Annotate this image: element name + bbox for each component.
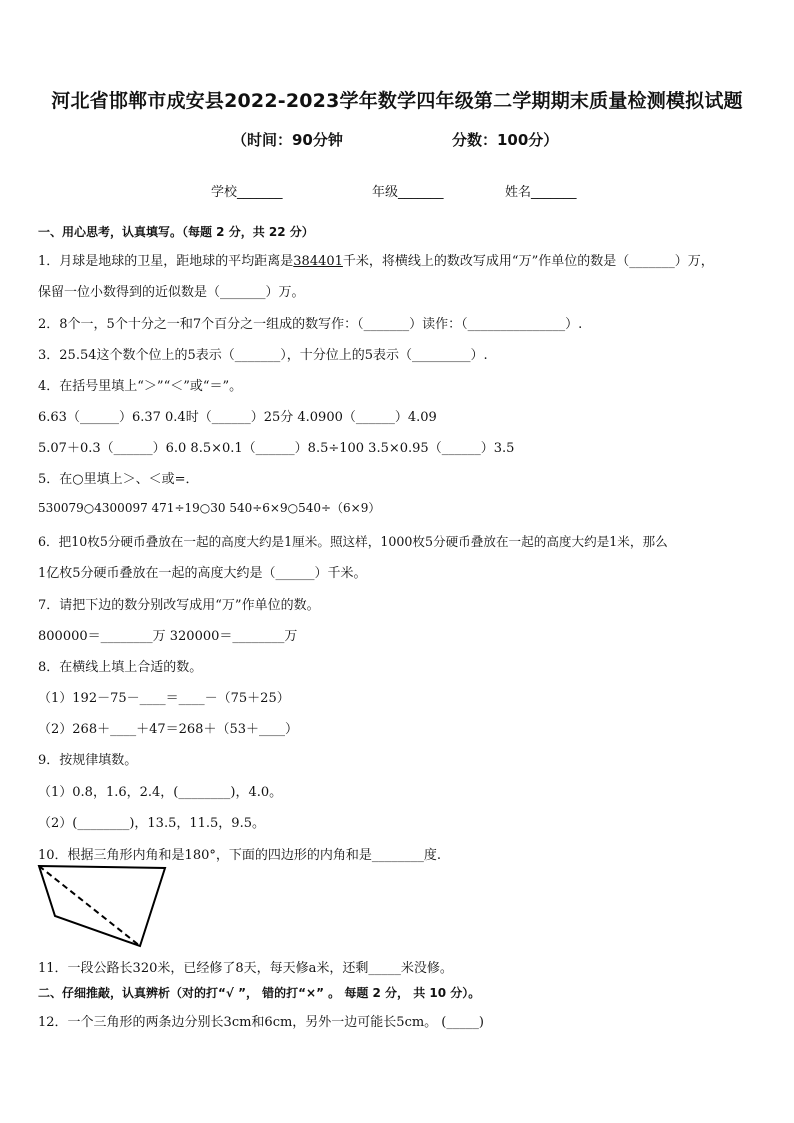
section-1-header: 一、用心思考，认真填写。（每题 2 分，共 22 分） bbox=[38, 225, 314, 239]
quadrilateral-shape bbox=[39, 866, 165, 946]
school-field: 学校_______ bbox=[211, 185, 283, 200]
time-limit: （时间：90分钟 bbox=[232, 131, 343, 149]
q1-text-after: 千米，将横线上的数改写成用“万”作单位的数是（_______）万， bbox=[342, 254, 714, 269]
section-2-header: 二、仔细推敲，认真辨析（对的打“√ ”， 错的打“×” 。 每题 2 分， 共 10 分）。 bbox=[38, 986, 481, 1000]
question-8-row-1: （1）192－75－____＝____－（75＋25） bbox=[38, 691, 290, 706]
question-5: 5．在○里填上＞、＜或=． bbox=[38, 472, 199, 487]
quadrilateral-figure bbox=[34, 862, 170, 950]
question-5-row: 530079○4300097 471÷19○30 540÷6×9○540÷（6×9） bbox=[38, 501, 381, 515]
question-9-row-1: （1）0.8，1.6，2.4，(________)，4.0。 bbox=[38, 785, 283, 800]
question-6-line-2: 1亿枚5分硬币叠放在一起的高度大约是（______）千米。 bbox=[38, 566, 367, 581]
name-field: 姓名_______ bbox=[505, 185, 577, 200]
question-11: 11．一段公路长320米，已经修了8天，每天修a米，还剩_____米没修。 bbox=[38, 961, 453, 976]
exam-title: 河北省邯郸市成安县2022-2023学年数学四年级第二学期期末质量检测模拟试题 bbox=[51, 90, 743, 112]
question-8-row-2: （2）268＋____＋47＝268＋（53＋____） bbox=[38, 722, 298, 737]
question-1-line-2: 保留一位小数得到的近似数是（_______）万。 bbox=[38, 285, 305, 300]
question-4: 4．在括号里填上“＞”“＜”或“＝”。 bbox=[38, 379, 243, 394]
question-2: 2．8个一，5个十分之一和7个百分之一组成的数写作：（_______）读作：（_______________）. bbox=[38, 317, 583, 332]
question-9-row-2: （2）(________)，13.5，11.5，9.5。 bbox=[38, 816, 265, 831]
total-score: 分数：100分） bbox=[452, 131, 559, 149]
question-4-row-1: 6.63（______）6.37 0.4时（______）25分 4.0900（______）4.09 bbox=[38, 410, 437, 425]
question-8: 8．在横线上填上合适的数。 bbox=[38, 660, 203, 675]
dashed-diagonal bbox=[39, 866, 140, 946]
question-7-row: 800000＝________万 320000＝________万 bbox=[38, 629, 298, 644]
exam-subtitle bbox=[0, 129, 794, 151]
question-12: 12．一个三角形的两条边分别长3cm和6cm，另外一边可能长5cm。 (_____) bbox=[38, 1015, 484, 1030]
question-1-line-1 bbox=[38, 250, 714, 269]
question-9: 9．按规律填数。 bbox=[38, 753, 138, 768]
q1-text-before: 1．月球是地球的卫星，距地球的平均距离是 bbox=[38, 254, 294, 269]
question-10: 10．根据三角形内角和是180°，下面的四边形的内角和是________度. bbox=[38, 848, 441, 863]
grade-field: 年级_______ bbox=[372, 185, 444, 200]
question-6-line-1: 6．把10枚5分硬币叠放在一起的高度大约是1厘米。照这样，1000枚5分硬币叠放在一起的高度大约是1米，那么 bbox=[38, 534, 668, 549]
question-7: 7．请把下边的数分别改写成用“万”作单位的数。 bbox=[38, 598, 320, 613]
q1-underlined-number: 384401 bbox=[293, 254, 343, 269]
question-3: 3．25.54这个数个位上的5表示（_______），十分位上的5表示（_________）. bbox=[38, 348, 488, 363]
question-4-row-2: 5.07＋0.3（______）6.0 8.5×0.1（______）8.5÷100 3.5×0.95（______）3.5 bbox=[38, 441, 515, 456]
